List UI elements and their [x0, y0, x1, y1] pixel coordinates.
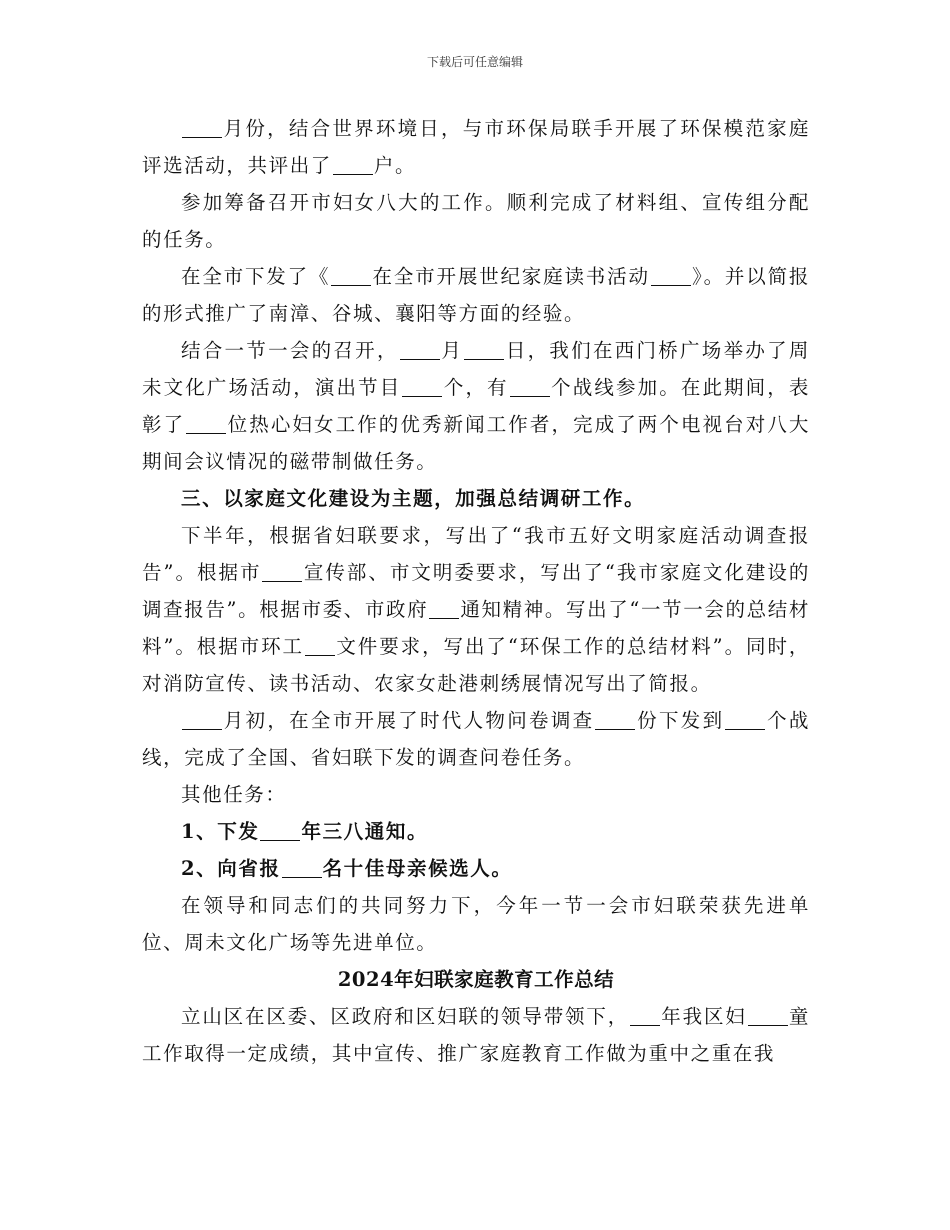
fill-blank	[464, 339, 504, 360]
fill-blank	[333, 154, 373, 175]
fill-blank	[725, 709, 765, 730]
section-heading: 三、以家庭文化建设为主题，加强总结调研工作。	[181, 487, 646, 510]
fill-blank	[595, 709, 635, 730]
fill-blank	[182, 709, 222, 730]
paragraph-9: 立山区在区委、区政府和区妇联的领导带领下， 年我区妇 童工作取得一定成绩，其中宣传、推广家庭教育工作做为重中之重在我	[142, 1005, 810, 1065]
page-header: 下载后可任意编辑	[426, 55, 523, 69]
list-item-1: 1、下发 年三八通知。	[181, 820, 429, 843]
fill-blank	[429, 598, 459, 619]
fill-blank	[402, 376, 442, 397]
paragraph-4: 结合一节一会的召开， 月 日，我们在西门桥广场举办了周未文化广场活动，演出节目 个，有 个战线参加。在此期间，表彰了 位热心妇女工作的优秀新闻工作者，完成了两个电视台对八大期间会议情况的磁带制做任务。	[142, 339, 811, 473]
document-body	[142, 110, 810, 1072]
paragraph-1: 月份，结合世界环境日，与市环保局联手开展了环保模范家庭评选活动，共评出了 户。	[142, 117, 810, 177]
paragraph-8: 在领导和同志们的共同努力下，今年一节一会市妇联荣获先进单位、周未文化广场等先进单位。	[142, 894, 810, 954]
paragraph-7: 其他任务：	[181, 783, 287, 806]
document-title: 2024年妇联家庭教育工作总结	[337, 968, 615, 991]
fill-blank	[260, 820, 300, 841]
paragraph-2: 参加筹备召开市妇女八大的工作。顺利完成了材料组、宣传组分配的任务。	[142, 191, 810, 251]
fill-blank	[186, 413, 226, 434]
paragraph-6: 月初，在全市开展了时代人物问卷调查 份下发到 个战线，完成了全国、省妇联下发的调查问卷任务。	[142, 709, 810, 769]
paragraph-3: 在全市下发了《 在全市开展世纪家庭读书活动 》。并以简报的形式推广了南漳、谷城、襄阳等方面的经验。	[142, 265, 810, 325]
fill-blank	[400, 339, 440, 360]
fill-blank	[305, 635, 335, 656]
fill-blank	[651, 265, 691, 286]
fill-blank	[282, 857, 322, 878]
fill-blank	[331, 265, 371, 286]
fill-blank	[510, 376, 550, 397]
fill-blank	[262, 561, 302, 582]
fill-blank	[748, 1005, 788, 1026]
fill-blank	[182, 117, 222, 138]
list-item-2: 2、向省报 名十佳母亲候选人。	[181, 857, 513, 880]
paragraph-5: 下半年，根据省妇联要求，写出了“我市五好文明家庭活动调查报告”。根据市 宣传部、市文明委要求，写出了“我市家庭文化建设的调查报告”。根据市委、市政府 通知精神。写出了“一节一会的总结材料”。根据市环工 文件要求，写出了“环保工作的总结材料”。同时，对消防宣传、读书活动、农家女赴港刺绣展情况写出了简报。	[142, 524, 811, 695]
fill-blank	[630, 1005, 660, 1026]
